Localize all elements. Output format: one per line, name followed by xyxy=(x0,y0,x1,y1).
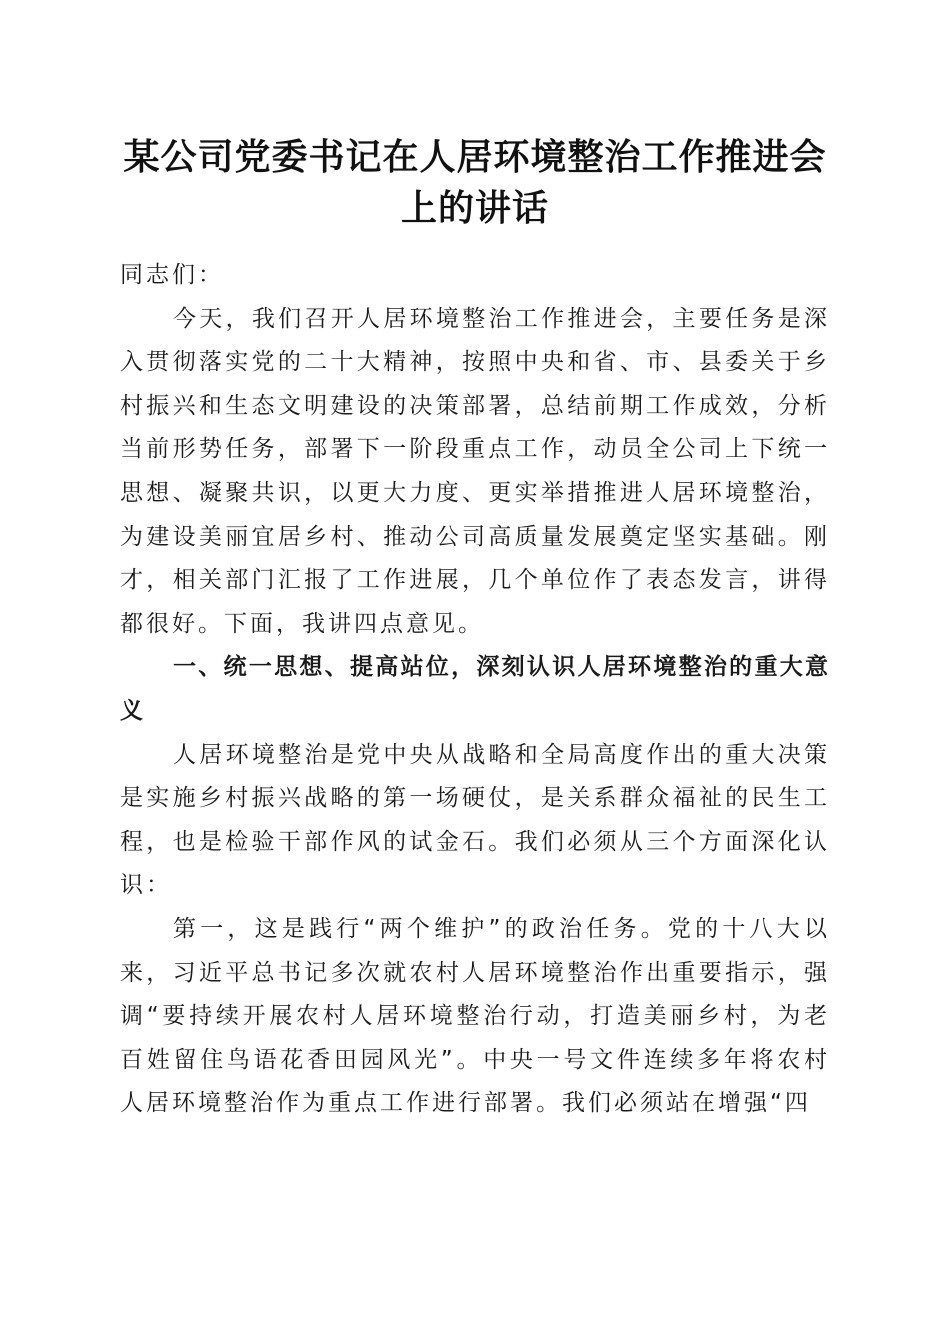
point-one-paragraph: 第一，这是践行“两个维护”的政治任务。党的十八大以来，习近平总书记多次就农村人居环境整治作出重要指示，强调“要持续开展农村人居环境整治行动，打造美丽乡村，为老百姓留住鸟语花香田园风光”。中央一号文件连续多年将农村人居环境整治作为重点工作进行部署。我们必须站在增强“四 xyxy=(120,915,830,1117)
document-body xyxy=(120,254,830,1126)
document-title: 某公司党委书记在人居环境整治工作推进会上的讲话 xyxy=(123,136,827,229)
opening-paragraph: 今天，我们召开人居环境整治工作推进会，主要任务是深入贯彻落实党的二十大精神，按照中央和省、市、县委关于乡村振兴和生态文明建设的决策部署，总结前期工作成效，分析当前形势任务，部署下一阶段重点工作，动员全公司上下统一思想、凝聚共识，以更大力度、更实举措推进人居环境整治，为建设美丽宜居乡村、推动公司高质量发展奠定坚实基础。刚才，相关部门汇报了工作进展，几个单位作了表态发言，讲得都很好。下面，我讲四点意见。 xyxy=(120,305,830,637)
section-one-paragraph: 人居环境整治是党中央从战略和全局高度作出的重大决策是实施乡村振兴战略的第一场硬仗，是关系群众福祉的民生工程，也是检验干部作风的试金石。我们必须从三个方面深化认识： xyxy=(120,741,830,899)
section-heading-one: 一、统一思想、提高站位，深刻认识人居环境整治的重大意义 xyxy=(120,654,830,724)
salutation: 同志们： xyxy=(120,262,224,288)
